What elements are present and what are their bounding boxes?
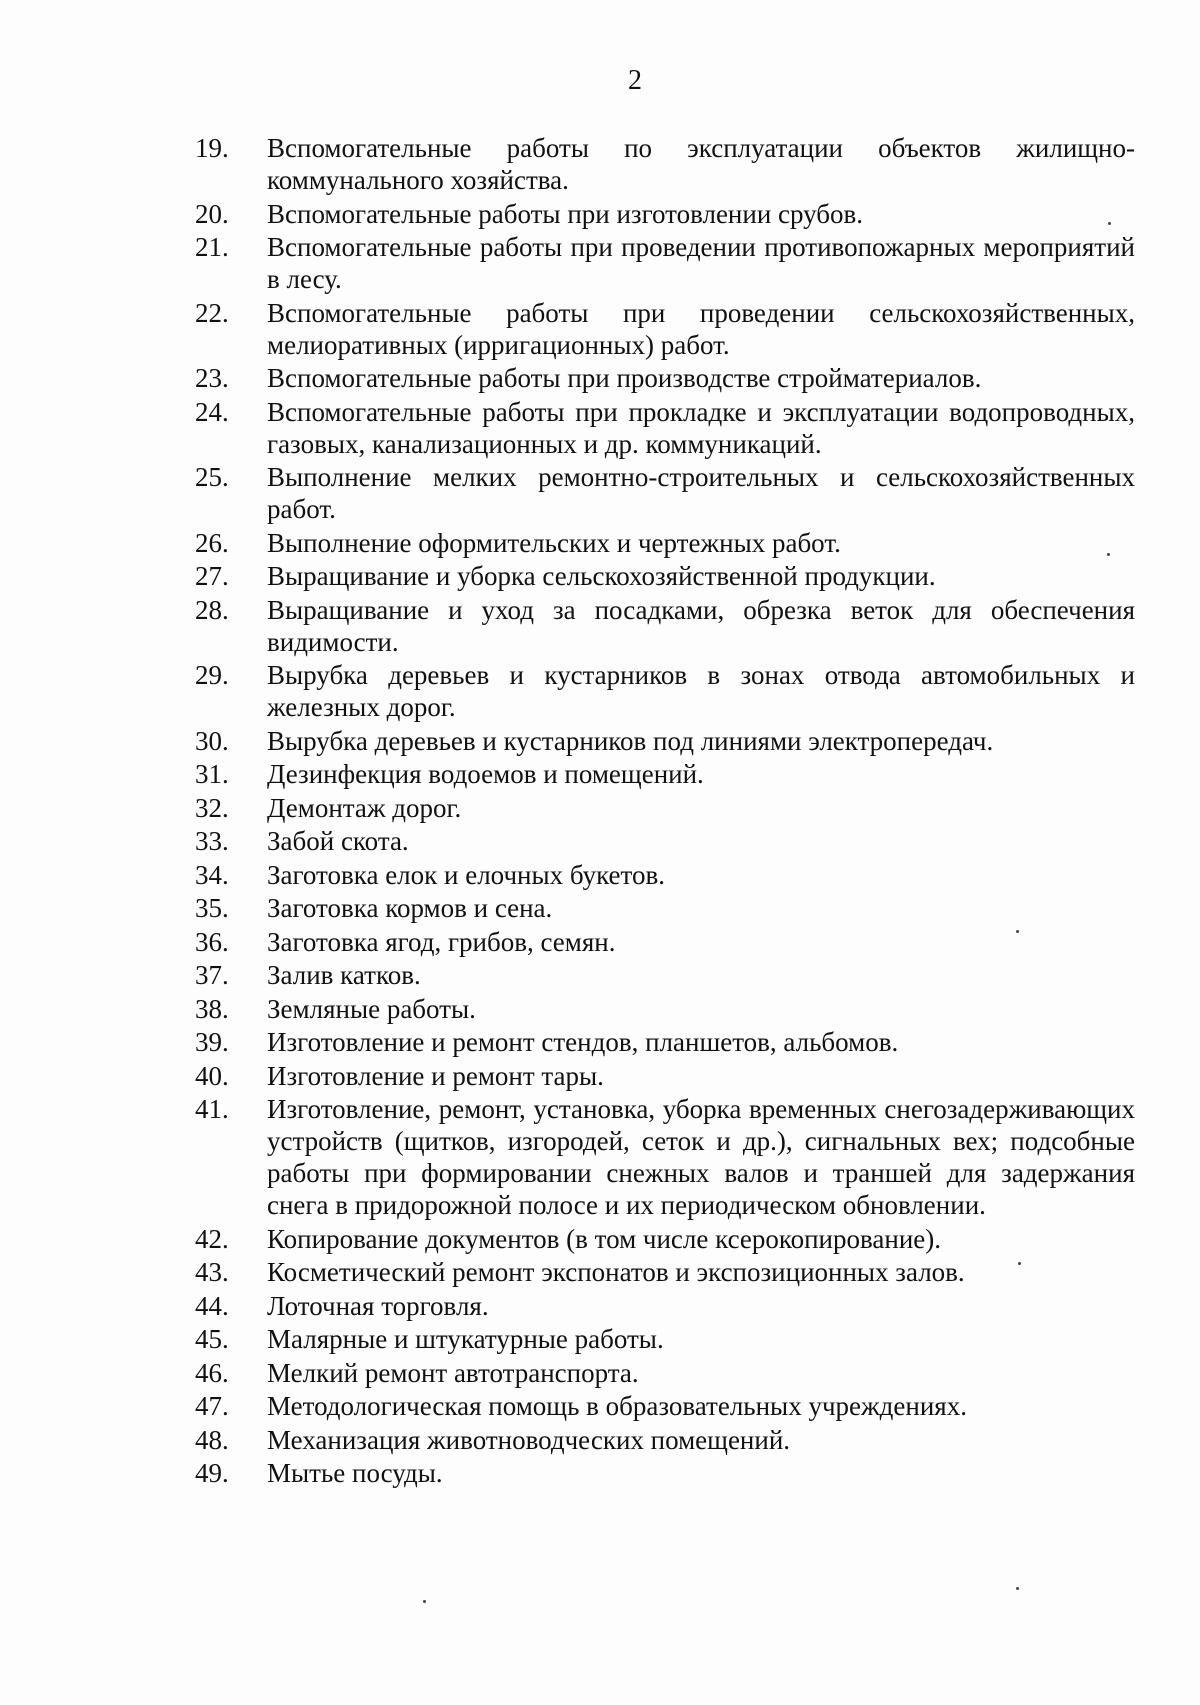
list-item — [195, 560, 1135, 592]
scan-speck — [423, 1600, 426, 1603]
list-item — [195, 1256, 1135, 1288]
item-number: 25. — [195, 462, 229, 492]
item-number: 33. — [195, 826, 229, 856]
item-number: 28. — [195, 594, 229, 625]
list-item — [195, 993, 1135, 1025]
item-number: 44. — [195, 1290, 229, 1321]
item-text: Выращивание и уборка сельскохозяйственной продукции. — [267, 561, 936, 591]
item-text: Вспомогательные работы при проведении сельскохозяйственных, мелиоративных (ирригационных) работ. — [267, 297, 1135, 360]
item-text: Вспомогательные работы при прокладке и эксплуатации водопроводных, газовых, канализационных и др. коммуникаций. — [267, 396, 1135, 459]
item-text: Лоточная торговля. — [267, 1290, 489, 1321]
work-types-list — [195, 132, 1135, 1491]
item-number: 46. — [195, 1357, 229, 1388]
item-number: 47. — [195, 1391, 229, 1421]
item-text: Малярные и штукатурные работы. — [267, 1324, 664, 1354]
item-text: Заготовка ягод, грибов, семян. — [267, 926, 616, 957]
item-number: 48. — [195, 1424, 229, 1455]
item-text: Изготовление и ремонт стендов, планшетов, альбомов. — [267, 1027, 899, 1057]
scan-speck — [1016, 930, 1019, 933]
list-item — [195, 1223, 1135, 1255]
item-number: 39. — [195, 1027, 229, 1057]
item-number: 27. — [195, 561, 229, 591]
list-item — [195, 297, 1135, 361]
list-item — [195, 859, 1135, 891]
item-number: 35. — [195, 893, 229, 923]
item-number: 38. — [195, 993, 229, 1024]
list-item — [195, 1390, 1135, 1422]
list-item — [195, 362, 1135, 394]
item-text: Мелкий ремонт автотранспорта. — [267, 1357, 639, 1388]
item-number: 32. — [195, 792, 229, 823]
item-text: Выращивание и уход за посадками, обрезка веток для обеспечения видимости. — [267, 594, 1135, 657]
list-item — [195, 1026, 1135, 1058]
list-item — [195, 1457, 1135, 1489]
list-item — [195, 1323, 1135, 1355]
list-item — [195, 1060, 1135, 1092]
item-number: 26. — [195, 527, 229, 558]
item-number: 41. — [195, 1094, 229, 1124]
list-item — [195, 527, 1135, 559]
item-number: 23. — [195, 363, 229, 393]
scan-speck — [1016, 1587, 1019, 1590]
item-number: 40. — [195, 1060, 229, 1091]
item-text: Вспомогательные работы по эксплуатации объектов жилищно-коммунального хозяйства. — [267, 133, 1135, 195]
list-item — [195, 659, 1135, 723]
list-item — [195, 926, 1135, 958]
list-item — [195, 758, 1135, 790]
item-number: 42. — [195, 1223, 229, 1254]
list-item — [195, 892, 1135, 924]
list-item — [195, 1424, 1135, 1456]
item-text: Копирование документов (в том числе ксерокопирование). — [267, 1223, 942, 1254]
list-item — [195, 1093, 1135, 1221]
item-number: 43. — [195, 1257, 229, 1287]
item-text: Вспомогательные работы при производстве стройматериалов. — [267, 363, 982, 393]
list-item — [195, 1290, 1135, 1322]
list-item — [195, 461, 1135, 525]
scan-speck — [1107, 553, 1110, 556]
scan-speck — [1018, 1262, 1021, 1265]
item-number: 29. — [195, 660, 229, 690]
item-text: Механизация животноводческих помещений. — [267, 1424, 791, 1455]
item-text: Залив катков. — [267, 960, 421, 990]
item-text: Забой скота. — [267, 826, 409, 856]
list-item — [195, 725, 1135, 757]
item-number: 30. — [195, 725, 229, 756]
list-item — [195, 132, 1135, 196]
item-text: Заготовка кормов и сена. — [267, 893, 553, 923]
list-item — [195, 594, 1135, 658]
item-number: 24. — [195, 396, 229, 427]
list-item — [195, 231, 1135, 295]
item-text: Дезинфекция водоемов и помещений. — [267, 759, 704, 789]
item-number: 34. — [195, 859, 229, 890]
item-number: 37. — [195, 960, 229, 990]
scan-speck — [1108, 222, 1111, 225]
item-number: 22. — [195, 297, 229, 328]
list-item — [195, 959, 1135, 991]
item-text: Вспомогательные работы при проведении противопожарных мероприятий в лесу. — [267, 232, 1135, 294]
item-text: Изготовление и ремонт тары. — [267, 1060, 604, 1091]
item-text: Вспомогательные работы при изготовлении срубов. — [267, 198, 864, 229]
item-number: 31. — [195, 759, 229, 789]
item-number: 45. — [195, 1324, 229, 1354]
list-item — [195, 198, 1135, 230]
list-item — [195, 825, 1135, 857]
item-text: Демонтаж дорог. — [267, 792, 462, 823]
item-number: 49. — [195, 1458, 229, 1488]
item-text: Вырубка деревьев и кустарников в зонах отвода автомобильных и железных дорог. — [267, 660, 1135, 722]
list-item — [195, 396, 1135, 460]
item-text: Мытье посуды. — [267, 1458, 443, 1488]
item-text: Заготовка елок и елочных букетов. — [267, 859, 665, 890]
item-text: Изготовление, ремонт, установка, уборка временных снегозадерживающих устройств (щитков, изгородей, сеток и др.), сигнальных вех; подсобные работы при формировании снежных валов и траншей для задержания снега в придорожной полосе и их периодическом обновлении. — [267, 1094, 1135, 1220]
item-number: 19. — [195, 133, 229, 163]
item-text: Выполнение мелких ремонтно-строительных и сельскохозяйственных работ. — [267, 462, 1135, 524]
item-text: Земляные работы. — [267, 993, 476, 1024]
item-text: Вырубка деревьев и кустарников под линиями электропередач. — [267, 725, 994, 756]
item-number: 36. — [195, 926, 229, 957]
item-number: 21. — [195, 232, 229, 262]
item-text: Методологическая помощь в образовательных учреждениях. — [267, 1391, 967, 1421]
item-text: Косметический ремонт экспонатов и экспозиционных залов. — [267, 1257, 965, 1287]
item-number: 20. — [195, 198, 229, 229]
page-number: 2 — [628, 65, 642, 96]
list-item — [195, 792, 1135, 824]
list-item — [195, 1357, 1135, 1389]
item-text: Выполнение оформительских и чертежных работ. — [267, 527, 841, 558]
